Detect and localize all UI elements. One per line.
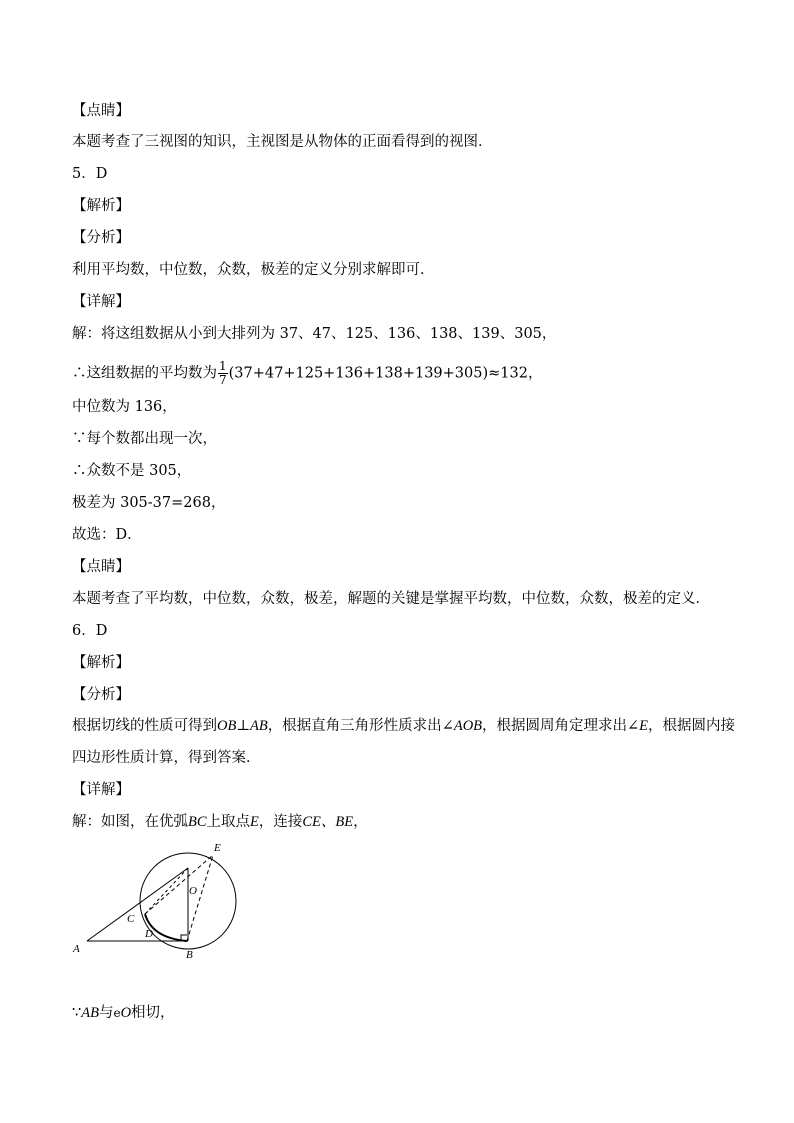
dashed-oc [145, 868, 188, 914]
heading-fenxi: 【分析】 [72, 230, 130, 246]
heading-xiangjie: 【详解】 [72, 782, 130, 798]
heading-dianjing: 【点睛】 [72, 103, 130, 119]
text-line: 本题考查了三视图的知识，主视图是从物体的正面看得到的视图． [72, 134, 493, 150]
text-line: ∵每个数都出现一次， [72, 431, 217, 447]
math-ab: AB [81, 1005, 99, 1021]
segment-ao [87, 868, 188, 941]
math-circle-symbol: e [113, 1006, 121, 1020]
heading-dianjing: 【点睛】 [72, 559, 130, 575]
math-angle-e: ∠E [627, 718, 649, 734]
math-arc-bc: BC [188, 814, 207, 830]
text-line: 极差为 305-37=268， [72, 495, 226, 511]
text-segment: ∴这组数据的平均数为 [72, 365, 217, 382]
label-a: A [73, 943, 80, 955]
question-number: 6．D [72, 623, 108, 639]
text-line: 故选：D． [72, 527, 142, 543]
text-line: 四边形性质计算，得到答案． [72, 750, 261, 766]
text-segment: 上取点 [206, 814, 251, 830]
text-segment: 相切， [131, 1005, 175, 1021]
text-line: 本题考查了平均数，中位数，众数，极差，解题的关键是掌握平均数，中位数，众数，极差的定义． [72, 591, 710, 607]
text-segment: ， [353, 814, 368, 830]
heading-xiangjie: 【详解】 [72, 294, 130, 310]
text-line: 利用平均数，中位数，众数，极差的定义分别求解即可． [72, 262, 435, 278]
math-ce-be: CE、BE [302, 814, 354, 830]
text-line: 解：将这组数据从小到大排列为 37、47、125、136、138、139、305， [72, 326, 557, 342]
text-segment: ，根据圆周角定理求出 [482, 718, 628, 734]
text-segment: ，根据直角三角形性质求出 [267, 718, 442, 734]
math-angle-aob: ∠AOB [441, 718, 483, 734]
label-e: E [214, 842, 221, 854]
text-segment: ，连接 [258, 814, 303, 830]
math-point-o: O [120, 1005, 132, 1021]
text-segment: (37+47+125+136+138+139+305)≈132， [228, 365, 543, 382]
label-d: D [145, 928, 153, 940]
dashed-be [187, 855, 213, 941]
fraction-denominator: 7 [219, 373, 227, 387]
fraction-numerator: 1 [219, 359, 227, 373]
geometry-figure [66, 838, 246, 968]
heading-fenxi: 【分析】 [72, 687, 130, 703]
dashed-ce [145, 855, 213, 914]
text-segment: 与 [98, 1005, 114, 1021]
heading-jiexi: 【解析】 [72, 198, 130, 214]
question-number: 5．D [72, 166, 108, 182]
tangent-line [72, 1003, 175, 1023]
text-segment: 根据切线的性质可得到 [72, 718, 217, 734]
math-point-e: E [250, 814, 259, 830]
text-line: ∴众数不是 305， [72, 463, 192, 479]
math-ob-perp-ab: OB⊥AB [217, 718, 268, 734]
mean-formula-line [72, 360, 542, 387]
label-b: B [186, 949, 193, 961]
solution-line [72, 812, 368, 832]
text-segment: 解：如图，在优弧 [72, 814, 188, 830]
text-segment: ，根据圆内接 [648, 718, 736, 734]
fraction [218, 360, 228, 387]
label-c: C [127, 913, 135, 925]
text-line: 中位数为 136， [72, 399, 177, 415]
label-o: O [189, 885, 197, 897]
text-segment: ∵ [72, 1005, 82, 1021]
analysis-line [72, 716, 735, 736]
heading-jiexi: 【解析】 [72, 655, 130, 671]
